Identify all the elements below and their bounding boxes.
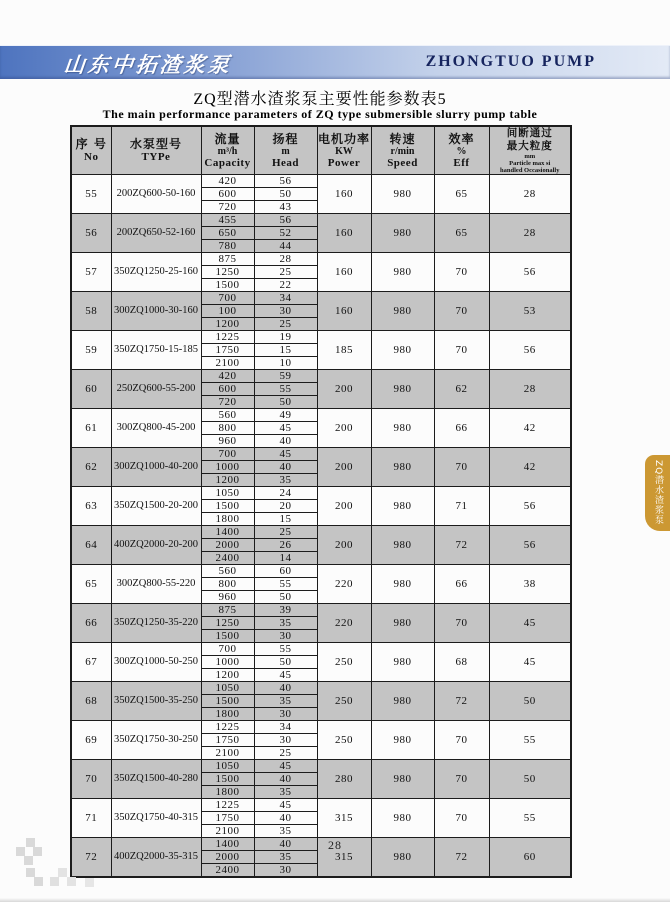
cell-no: 64 — [71, 526, 111, 565]
col-header-type: 水泵型号 TYPe — [111, 126, 201, 175]
cell-head: 35 — [254, 851, 317, 864]
brand-name-english: ZHONGTUO PUMP — [425, 53, 596, 70]
cell-eff: 65 — [434, 175, 489, 214]
cell-head: 56 — [254, 214, 317, 227]
cell-head: 45 — [254, 669, 317, 682]
cell-eff: 70 — [434, 448, 489, 487]
cell-type: 300ZQ1000-30-160 — [111, 292, 201, 331]
cell-particle: 55 — [489, 721, 571, 760]
table-row-56-sub1 — [71, 214, 571, 227]
cell-eff: 70 — [434, 292, 489, 331]
cell-speed: 980 — [371, 838, 434, 878]
cell-speed: 980 — [371, 526, 434, 565]
cell-particle: 38 — [489, 565, 571, 604]
cell-speed: 980 — [371, 682, 434, 721]
cell-head: 30 — [254, 305, 317, 318]
cell-head: 15 — [254, 344, 317, 357]
cell-head: 40 — [254, 812, 317, 825]
table-row-63-sub1 — [71, 487, 571, 500]
cell-power: 280 — [317, 760, 371, 799]
cell-power: 200 — [317, 526, 371, 565]
cell-no: 71 — [71, 799, 111, 838]
cell-speed: 980 — [371, 214, 434, 253]
cell-particle: 56 — [489, 526, 571, 565]
cell-head: 50 — [254, 396, 317, 409]
cell-type: 200ZQ650-52-160 — [111, 214, 201, 253]
cell-type: 400ZQ2000-35-315 — [111, 838, 201, 878]
cell-head: 44 — [254, 240, 317, 253]
cell-head: 35 — [254, 617, 317, 630]
square — [85, 878, 94, 887]
cell-head: 55 — [254, 578, 317, 591]
cell-capacity: 1500 — [201, 773, 254, 786]
cell-head: 30 — [254, 630, 317, 643]
cell-no: 63 — [71, 487, 111, 526]
cell-capacity: 560 — [201, 565, 254, 578]
cell-eff: 70 — [434, 253, 489, 292]
cell-capacity: 800 — [201, 422, 254, 435]
cell-eff: 72 — [434, 838, 489, 878]
table-row-68-sub1 — [71, 682, 571, 695]
cell-no: 69 — [71, 721, 111, 760]
cell-particle: 28 — [489, 214, 571, 253]
cell-power: 200 — [317, 448, 371, 487]
cell-particle: 42 — [489, 448, 571, 487]
square — [33, 847, 42, 856]
cell-no: 68 — [71, 682, 111, 721]
cell-capacity: 1050 — [201, 760, 254, 773]
cell-head: 50 — [254, 656, 317, 669]
cell-head: 20 — [254, 500, 317, 513]
col-header-speed: 转速 r/min Speed — [371, 126, 434, 175]
cell-speed: 980 — [371, 409, 434, 448]
spec-table-body — [71, 175, 571, 878]
cell-particle: 56 — [489, 331, 571, 370]
cell-no: 70 — [71, 760, 111, 799]
table-row-55-sub1 — [71, 175, 571, 188]
cell-type: 350ZQ1250-25-160 — [111, 253, 201, 292]
cell-type: 250ZQ600-55-200 — [111, 370, 201, 409]
table-row-60-sub1 — [71, 370, 571, 383]
cell-particle: 56 — [489, 253, 571, 292]
cell-head: 10 — [254, 357, 317, 370]
table-row-61-sub1 — [71, 409, 571, 422]
cell-power: 185 — [317, 331, 371, 370]
cell-head: 25 — [254, 747, 317, 760]
header-banner — [0, 45, 670, 79]
cell-type: 350ZQ1250-35-220 — [111, 604, 201, 643]
cell-head: 19 — [254, 331, 317, 344]
cell-type: 350ZQ1750-40-315 — [111, 799, 201, 838]
table-row-67-sub1 — [71, 643, 571, 656]
square — [26, 868, 35, 877]
square — [34, 877, 43, 886]
table-row-70-sub1 — [71, 760, 571, 773]
cell-speed: 980 — [371, 370, 434, 409]
cell-eff: 68 — [434, 643, 489, 682]
cell-capacity: 420 — [201, 370, 254, 383]
cell-capacity: 2000 — [201, 539, 254, 552]
col-header-head: 扬程 m Head — [254, 126, 317, 175]
table-row-69-sub1 — [71, 721, 571, 734]
cell-no: 57 — [71, 253, 111, 292]
cell-head: 45 — [254, 422, 317, 435]
cell-power: 315 — [317, 838, 371, 878]
cell-capacity: 1500 — [201, 279, 254, 292]
cell-capacity: 700 — [201, 292, 254, 305]
cell-particle: 50 — [489, 682, 571, 721]
page-title-english: The main performance parameters of ZQ type submersible slurry pump table — [102, 107, 538, 121]
section-side-tab — [645, 455, 670, 531]
cell-capacity: 960 — [201, 591, 254, 604]
cell-capacity: 1750 — [201, 812, 254, 825]
cell-no: 56 — [71, 214, 111, 253]
cell-head: 28 — [254, 253, 317, 266]
cell-capacity: 1800 — [201, 786, 254, 799]
cell-capacity: 1225 — [201, 331, 254, 344]
cell-eff: 65 — [434, 214, 489, 253]
cell-power: 160 — [317, 292, 371, 331]
cell-capacity: 1225 — [201, 799, 254, 812]
square — [58, 868, 67, 877]
cell-eff: 70 — [434, 760, 489, 799]
cell-head: 45 — [254, 799, 317, 812]
cell-eff: 66 — [434, 409, 489, 448]
page-bottom-edge — [0, 898, 670, 902]
cell-head: 34 — [254, 721, 317, 734]
cell-speed: 980 — [371, 331, 434, 370]
cell-capacity: 600 — [201, 383, 254, 396]
cell-head: 45 — [254, 448, 317, 461]
cell-capacity: 1750 — [201, 734, 254, 747]
col-header-no: 序 号 No — [71, 126, 111, 175]
cell-particle: 55 — [489, 799, 571, 838]
cell-head: 50 — [254, 188, 317, 201]
cell-power: 200 — [317, 487, 371, 526]
page-title-chinese: ZQ型潜水渣浆泵主要性能参数表5 — [193, 91, 447, 108]
brand-name-chinese: 山东中拓渣浆泵 — [62, 53, 234, 77]
cell-power: 250 — [317, 643, 371, 682]
cell-speed: 980 — [371, 565, 434, 604]
cell-no: 67 — [71, 643, 111, 682]
cell-head: 40 — [254, 838, 317, 851]
table-header-row — [71, 126, 571, 175]
cell-particle: 60 — [489, 838, 571, 878]
cell-head: 35 — [254, 695, 317, 708]
cell-head: 25 — [254, 318, 317, 331]
cell-head: 55 — [254, 383, 317, 396]
cell-head: 56 — [254, 175, 317, 188]
cell-capacity: 2100 — [201, 747, 254, 760]
col-header-power: 电机功率 KW Power — [317, 126, 371, 175]
cell-head: 25 — [254, 266, 317, 279]
cell-head: 30 — [254, 708, 317, 721]
cell-capacity: 1400 — [201, 838, 254, 851]
table-row-58-sub1 — [71, 292, 571, 305]
table-row-71-sub1 — [71, 799, 571, 812]
cell-power: 200 — [317, 370, 371, 409]
table-row-65-sub1 — [71, 565, 571, 578]
cell-capacity: 1250 — [201, 617, 254, 630]
cell-capacity: 1500 — [201, 500, 254, 513]
pump-spec-table — [70, 125, 572, 878]
cell-speed: 980 — [371, 448, 434, 487]
cell-capacity: 100 — [201, 305, 254, 318]
cell-head: 52 — [254, 227, 317, 240]
cell-head: 15 — [254, 513, 317, 526]
cell-particle: 42 — [489, 409, 571, 448]
cell-capacity: 875 — [201, 253, 254, 266]
cell-capacity: 1050 — [201, 487, 254, 500]
cell-particle: 45 — [489, 643, 571, 682]
square — [50, 877, 59, 886]
cell-no: 62 — [71, 448, 111, 487]
cell-capacity: 455 — [201, 214, 254, 227]
cell-head: 26 — [254, 539, 317, 552]
cell-head: 30 — [254, 864, 317, 878]
cell-speed: 980 — [371, 487, 434, 526]
cell-head: 14 — [254, 552, 317, 565]
cell-capacity: 1250 — [201, 266, 254, 279]
cell-capacity: 2000 — [201, 851, 254, 864]
cell-head: 24 — [254, 487, 317, 500]
side-tab-label: ZQ潜水渣浆泵 — [653, 460, 663, 526]
cell-speed: 980 — [371, 253, 434, 292]
cell-power: 315 — [317, 799, 371, 838]
cell-capacity: 1200 — [201, 669, 254, 682]
cell-type: 350ZQ1750-15-185 — [111, 331, 201, 370]
cell-no: 72 — [71, 838, 111, 878]
cell-capacity: 1500 — [201, 695, 254, 708]
cell-power: 220 — [317, 604, 371, 643]
cell-particle: 50 — [489, 760, 571, 799]
cell-eff: 70 — [434, 331, 489, 370]
cell-power: 250 — [317, 682, 371, 721]
cell-power: 250 — [317, 721, 371, 760]
cell-head: 25 — [254, 526, 317, 539]
cell-capacity: 2400 — [201, 552, 254, 565]
cell-type: 200ZQ600-50-160 — [111, 175, 201, 214]
cell-head: 59 — [254, 370, 317, 383]
table-row-62-sub1 — [71, 448, 571, 461]
cell-head: 55 — [254, 643, 317, 656]
cell-speed: 980 — [371, 760, 434, 799]
cell-head: 30 — [254, 734, 317, 747]
cell-capacity: 2400 — [201, 864, 254, 878]
cell-capacity: 700 — [201, 448, 254, 461]
cell-head: 49 — [254, 409, 317, 422]
cell-eff: 62 — [434, 370, 489, 409]
table-row-66-sub1 — [71, 604, 571, 617]
cell-eff: 70 — [434, 721, 489, 760]
cell-type: 300ZQ1000-40-200 — [111, 448, 201, 487]
cell-capacity: 1225 — [201, 721, 254, 734]
cell-speed: 980 — [371, 604, 434, 643]
cell-no: 55 — [71, 175, 111, 214]
cell-capacity: 1800 — [201, 708, 254, 721]
cell-speed: 980 — [371, 799, 434, 838]
cell-capacity: 1050 — [201, 682, 254, 695]
cell-no: 65 — [71, 565, 111, 604]
col-header-particle: 间断通过 最大粒度 mm Particle max si handled Occasionally — [489, 126, 571, 175]
cell-type: 350ZQ1750-30-250 — [111, 721, 201, 760]
cell-head: 50 — [254, 591, 317, 604]
cell-head: 35 — [254, 474, 317, 487]
cell-capacity: 1800 — [201, 513, 254, 526]
cell-capacity: 1200 — [201, 318, 254, 331]
cell-capacity: 1750 — [201, 344, 254, 357]
cell-no: 60 — [71, 370, 111, 409]
cell-head: 39 — [254, 604, 317, 617]
cell-head: 40 — [254, 435, 317, 448]
cell-capacity: 420 — [201, 175, 254, 188]
square — [67, 877, 76, 886]
cell-no: 61 — [71, 409, 111, 448]
cell-particle: 53 — [489, 292, 571, 331]
cell-power: 160 — [317, 253, 371, 292]
cell-eff: 72 — [434, 526, 489, 565]
cell-eff: 72 — [434, 682, 489, 721]
cell-type: 350ZQ1500-20-200 — [111, 487, 201, 526]
cell-type: 350ZQ1500-40-280 — [111, 760, 201, 799]
cell-head: 40 — [254, 682, 317, 695]
cell-type: 300ZQ1000-50-250 — [111, 643, 201, 682]
cell-capacity: 1000 — [201, 656, 254, 669]
page-number: 28 — [328, 838, 342, 852]
cell-capacity: 720 — [201, 201, 254, 214]
cell-head: 35 — [254, 786, 317, 799]
cell-power: 220 — [317, 565, 371, 604]
cell-type: 400ZQ2000-20-200 — [111, 526, 201, 565]
cell-speed: 980 — [371, 643, 434, 682]
cell-speed: 980 — [371, 175, 434, 214]
cell-particle: 56 — [489, 487, 571, 526]
cell-no: 59 — [71, 331, 111, 370]
col-header-eff: 效率 % Eff — [434, 126, 489, 175]
cell-head: 34 — [254, 292, 317, 305]
cell-head: 45 — [254, 760, 317, 773]
cell-particle: 28 — [489, 175, 571, 214]
cell-head: 60 — [254, 565, 317, 578]
cell-particle: 45 — [489, 604, 571, 643]
cell-capacity: 600 — [201, 188, 254, 201]
cell-capacity: 2100 — [201, 825, 254, 838]
cell-capacity: 875 — [201, 604, 254, 617]
cell-speed: 980 — [371, 292, 434, 331]
cell-no: 66 — [71, 604, 111, 643]
cell-head: 35 — [254, 825, 317, 838]
cell-eff: 66 — [434, 565, 489, 604]
cell-no: 58 — [71, 292, 111, 331]
cell-power: 160 — [317, 175, 371, 214]
cell-particle: 28 — [489, 370, 571, 409]
cell-power: 200 — [317, 409, 371, 448]
cell-head: 22 — [254, 279, 317, 292]
cell-type: 300ZQ800-55-220 — [111, 565, 201, 604]
cell-eff: 70 — [434, 604, 489, 643]
square — [16, 847, 25, 856]
cell-capacity: 800 — [201, 578, 254, 591]
cell-head: 43 — [254, 201, 317, 214]
cell-capacity: 1500 — [201, 630, 254, 643]
cell-capacity: 560 — [201, 409, 254, 422]
cell-speed: 980 — [371, 721, 434, 760]
table-row-57-sub1 — [71, 253, 571, 266]
cell-capacity: 650 — [201, 227, 254, 240]
cell-capacity: 960 — [201, 435, 254, 448]
cell-capacity: 700 — [201, 643, 254, 656]
cell-type: 350ZQ1500-35-250 — [111, 682, 201, 721]
cell-capacity: 1400 — [201, 526, 254, 539]
cell-head: 40 — [254, 461, 317, 474]
cell-eff: 71 — [434, 487, 489, 526]
cell-capacity: 720 — [201, 396, 254, 409]
cell-capacity: 2100 — [201, 357, 254, 370]
cell-eff: 70 — [434, 799, 489, 838]
cell-capacity: 1000 — [201, 461, 254, 474]
cell-power: 160 — [317, 214, 371, 253]
table-row-59-sub1 — [71, 331, 571, 344]
cell-head: 40 — [254, 773, 317, 786]
cell-capacity: 1200 — [201, 474, 254, 487]
square — [24, 856, 33, 865]
table-row-64-sub1 — [71, 526, 571, 539]
cell-type: 300ZQ800-45-200 — [111, 409, 201, 448]
cell-capacity: 780 — [201, 240, 254, 253]
col-header-capacity: 流量 m³/h Capacity — [201, 126, 254, 175]
square — [26, 838, 35, 847]
